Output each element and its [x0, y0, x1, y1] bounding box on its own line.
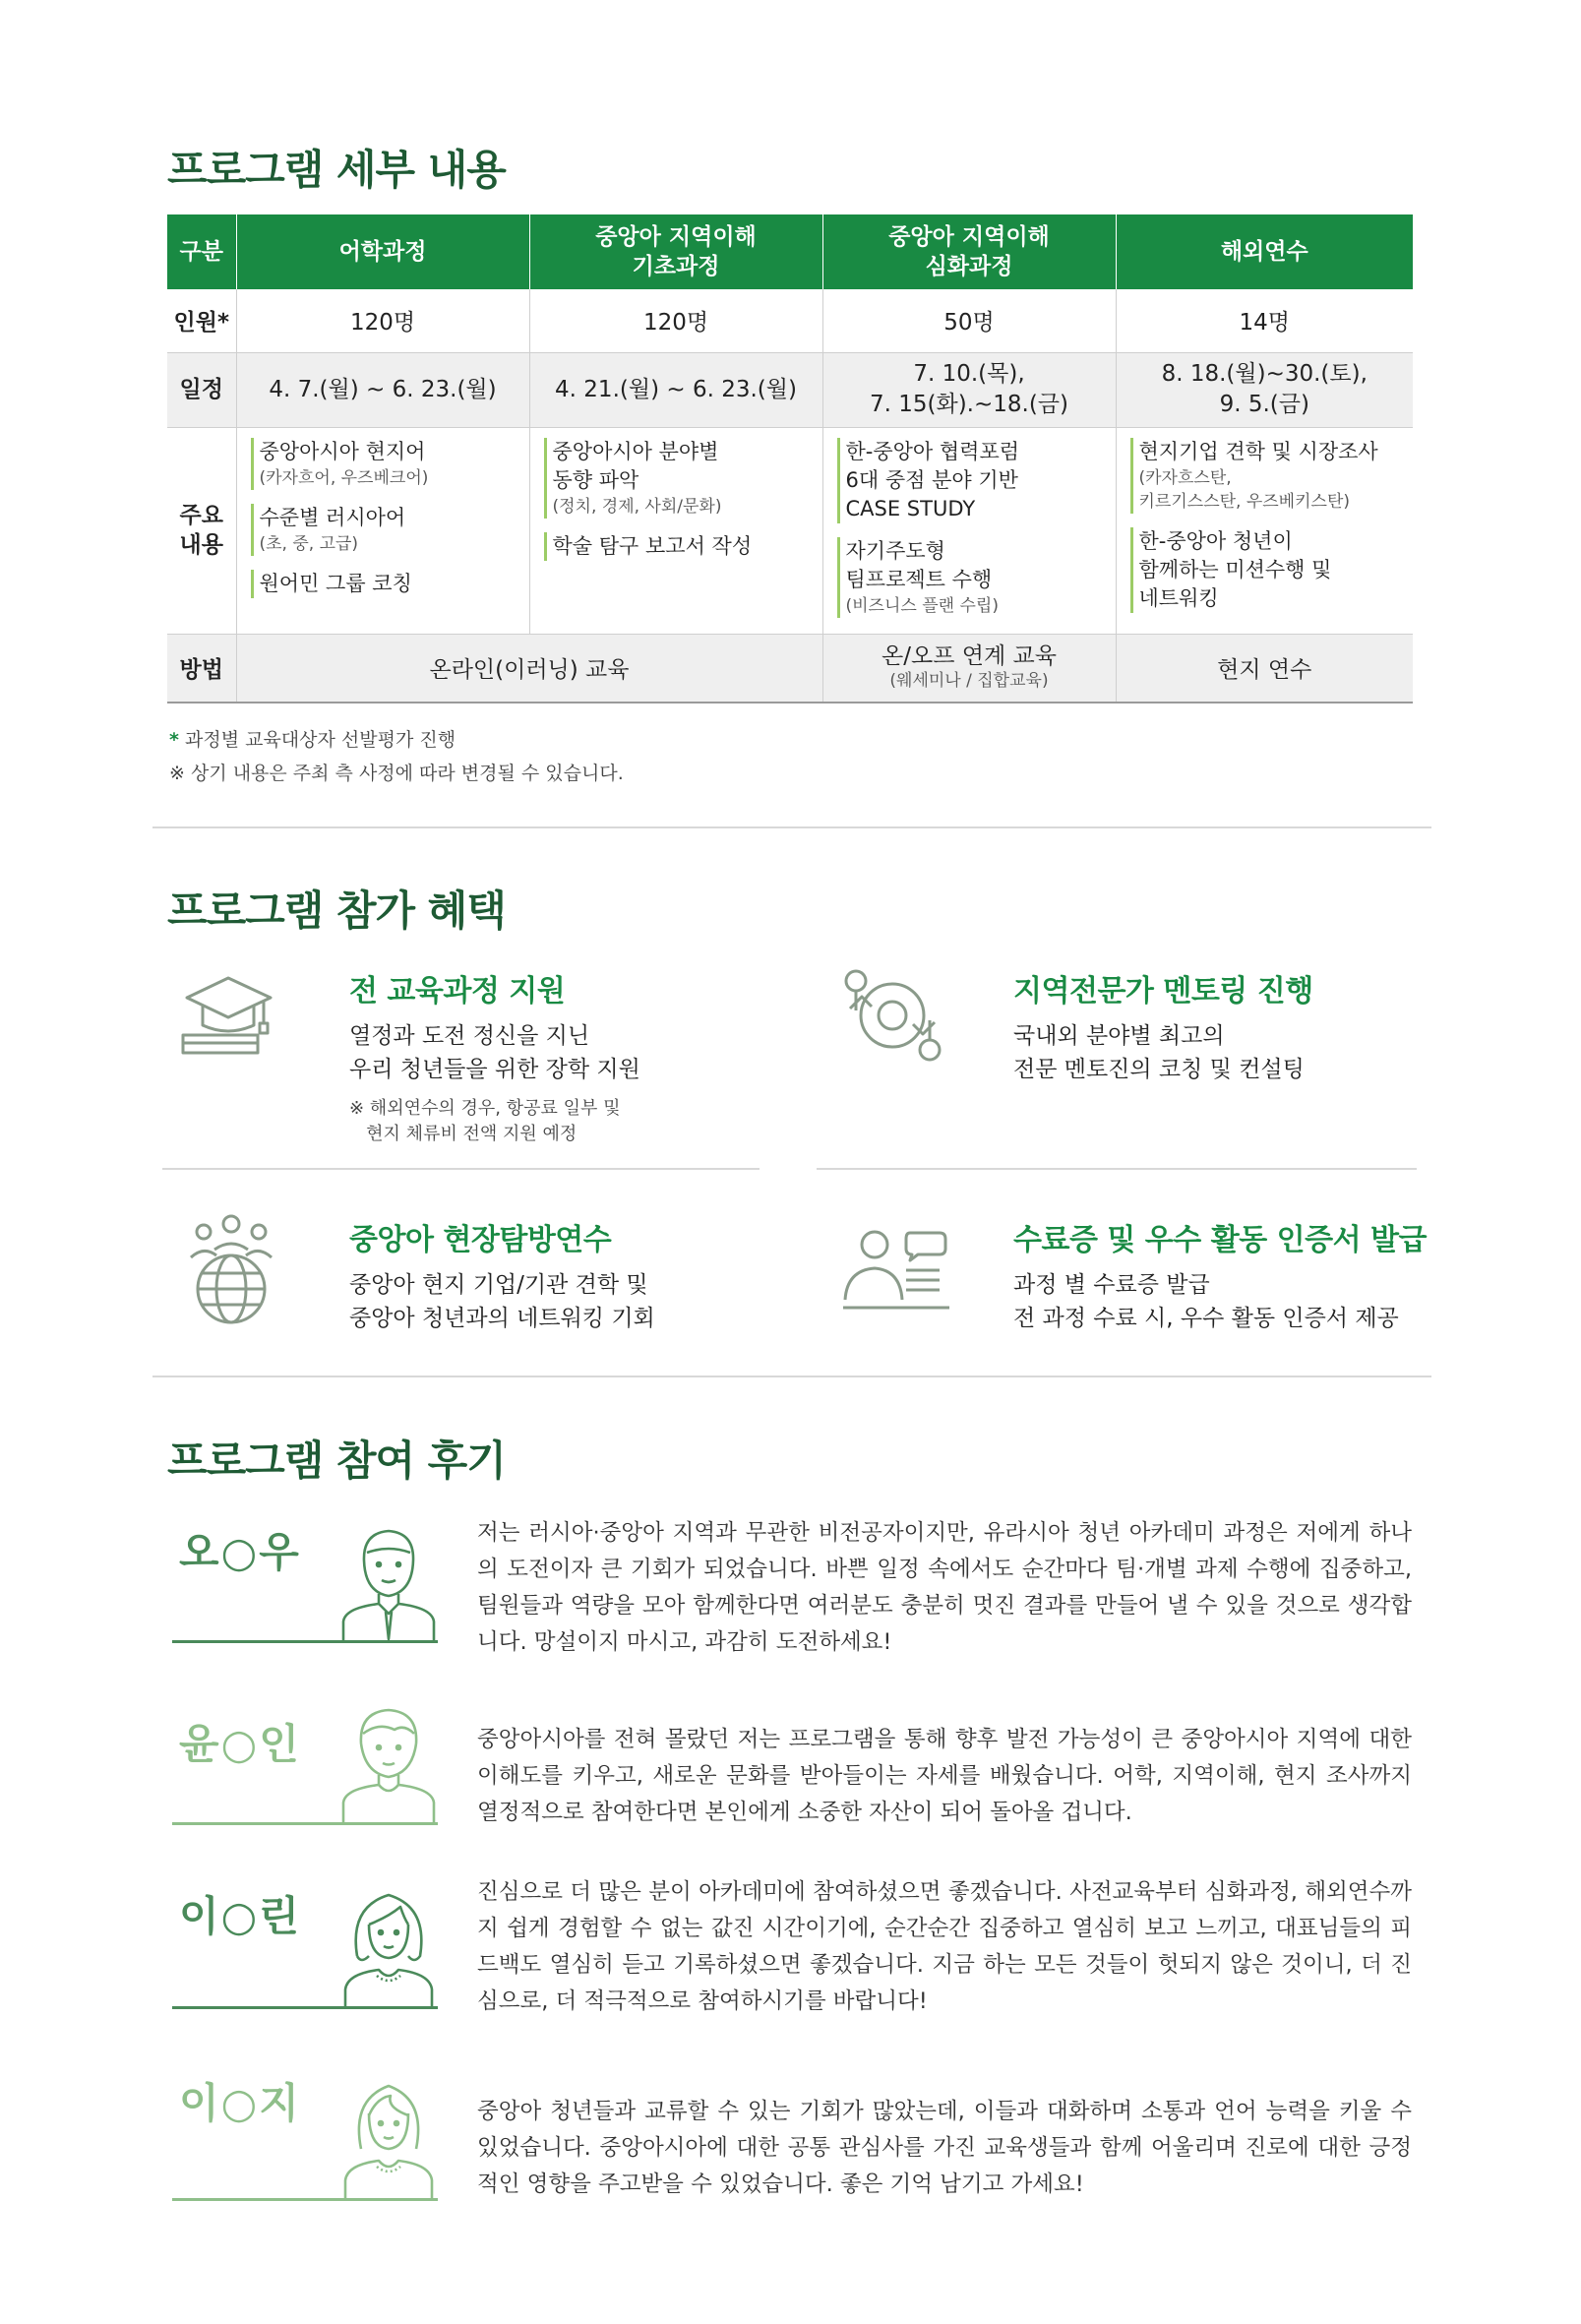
benefit-item-field-trip: [349, 1215, 655, 1335]
table-cell-overseas: [1116, 427, 1413, 634]
table-cell: 14명: [1116, 289, 1413, 352]
table-cell: 120명: [529, 289, 822, 352]
table-row-count: [167, 289, 1413, 352]
table-cell: 온라인(이러닝) 교육: [236, 634, 822, 703]
list-item: 중앙아시아 현지어 (카자흐어, 우즈베크어): [251, 438, 529, 490]
globe-people-icon: [187, 1212, 275, 1328]
row-label-count: 인원*: [167, 289, 236, 352]
benefit-title: 지역전문가 멘토링 진행: [1013, 974, 1313, 1009]
review-text: 중앙아 청년들과 교류할 수 있는 기회가 많았는데, 이들과 대화하며 소통과 언어 능력을 키울 수 있었습니다. 중앙아시아에 대한 공통 관심사를 가진 교육생들과 함께 어울리며 진로에 대한 긍정적인 영향을 주고받을 수 있었습니다. 좋은 기억 남기고 가세요!: [477, 2099, 1412, 2197]
table-cell-lang: [236, 427, 529, 634]
table-cell: 8. 18.(월)~30.(토), 9. 5.(금): [1116, 352, 1413, 427]
list-item: 학술 탐구 보고서 작성: [544, 532, 822, 561]
mentoring-cycle-icon: [836, 959, 949, 1072]
table-notes: [169, 723, 624, 790]
benefit-desc: 국내외 분야별 최고의 전문 멘토진의 코칭 및 컨설팅: [1013, 1023, 1305, 1082]
female-avatar-icon: [339, 2076, 438, 2200]
benefit-item-mentoring: [1013, 966, 1313, 1086]
benefit-desc: 과정 별 수료증 발급 전 과정 수료 시, 우수 활동 인증서 제공: [1013, 1272, 1399, 1331]
graduation-cap-icon: [177, 964, 280, 1063]
review-text: 저는 러시아·중앙아 지역과 무관한 비전공자이지만, 유라시아 청년 아카데미 과정은 저에게 하나의 도전이자 큰 기회가 되었습니다. 바쁜 일정 속에서도 순간마다 팀·개별 과제 수행에 집중하고, 팀원들과 역량을 모아 함께한다면 여러분도 충분히 멋진 결과를 만들어 낼 수 있을 것으로 생각합니다. 망설이지 마시고, 과감히 도전하세요!: [477, 1520, 1412, 1655]
benefit-note: ※ 해외연수의 경우, 항공료 일부 및 현지 체류비 전액 지원 예정: [349, 1098, 621, 1144]
header-basic: 중앙아 지역이해 기초과정: [529, 214, 822, 289]
divider: [817, 1168, 1417, 1170]
table-cell-basic: [529, 427, 822, 634]
section-title-reviews: 프로그램 참여 후기: [167, 1437, 506, 1485]
male-avatar-icon: [339, 1704, 438, 1824]
divider: [162, 1168, 760, 1170]
program-details-table: [167, 214, 1413, 703]
male-avatar-icon: [339, 1523, 438, 1643]
list-item: 현지기업 견학 및 시장조사 (카자흐스탄, 키르기스스탄, 우즈베키스탄): [1130, 438, 1414, 514]
benefit-desc: 중앙아 현지 기업/기관 견학 및 중앙아 청년과의 네트워킹 기회: [349, 1272, 655, 1331]
table-cell-advanced: [822, 427, 1116, 634]
list-item: 원어민 그룹 코칭: [251, 570, 529, 598]
review-text: 진심으로 더 많은 분이 아카데미에 참여하셨으면 좋겠습니다. 사전교육부터 심화과정, 해외연수까지 쉽게 경험할 수 없는 값진 시간이기에, 순간순간 집중하고 열심히 보고 느끼고, 대표님들의 피드백도 열심히 듣고 기록하셨으면 좋겠습니다. 지금 하는 모든 것들이 헛되지 않은 것이니, 더 진심으로, 더 적극적으로 참여하시기를 바랍니다!: [477, 1879, 1412, 2014]
table-cell: 4. 7.(월) ~ 6. 23.(월): [236, 352, 529, 427]
divider: [152, 826, 1431, 828]
review-text: 중앙아시아를 전혀 몰랐던 저는 프로그램을 통해 향후 발전 가능성이 큰 중앙아시아 지역에 대한 이해도를 키우고, 새로운 문화를 받아들이는 자세를 배웠습니다. 어학, 지역이해, 현지 조사까지 열정적으로 참여한다면 본인에게 소중한 자산이 되어 돌아올 겁니다.: [477, 1727, 1412, 1825]
note-change: ※ 상기 내용은 주최 측 사정에 따라 변경될 수 있습니다.: [169, 763, 624, 784]
section-title-benefits: 프로그램 참가 혜택: [167, 887, 506, 935]
benefit-desc: 열정과 도전 정신을 지닌 우리 청년들을 위한 장학 지원: [349, 1023, 640, 1082]
certificate-icon: [841, 1225, 954, 1314]
benefit-item-certificate: [1013, 1215, 1427, 1335]
header-advanced: 중앙아 지역이해 심화과정: [822, 214, 1116, 289]
table-cell: 온/오프 연계 교육 (웨세미나 / 집합교육): [822, 634, 1116, 703]
list-item: 한-중앙아 청년이 함께하는 미션수행 및 네트워킹: [1130, 527, 1414, 613]
row-label-main: 주요 내용: [167, 427, 236, 634]
benefit-item-scholarship: [349, 966, 640, 1147]
section-title-details: 프로그램 세부 내용: [167, 146, 506, 194]
table-cell: 120명: [236, 289, 529, 352]
list-item: 자기주도형 팀프로젝트 수행 (비즈니스 플랜 수립): [837, 537, 1116, 618]
benefit-title: 수료증 및 우수 활동 인증서 발급: [1013, 1223, 1427, 1257]
reviewer-name: 오○우: [179, 1528, 301, 1576]
header-overseas: 해외연수: [1116, 214, 1413, 289]
female-avatar-icon: [339, 1887, 438, 2009]
asterisk-icon: *: [169, 729, 179, 751]
benefit-title: 전 교육과정 지원: [349, 974, 566, 1009]
row-label-method: 방법: [167, 634, 236, 703]
reviewer-name: 이○린: [179, 1892, 301, 1940]
list-item: 중앙아시아 분야별 동향 파악 (정치, 경제, 사회/문화): [544, 438, 822, 519]
table-cell: 50명: [822, 289, 1116, 352]
benefit-title: 중앙아 현장탐방연수: [349, 1223, 612, 1257]
reviewer-name: 이○지: [179, 2079, 301, 2127]
table-cell: 현지 연수: [1116, 634, 1413, 703]
header-category: 구분: [167, 214, 236, 289]
table-row-main-content: [167, 427, 1413, 634]
table-row-schedule: [167, 352, 1413, 427]
table-row-method: [167, 634, 1413, 703]
note-selection: * 과정별 교육대상자 선발평가 진행: [169, 729, 456, 751]
table-cell: 7. 10.(목), 7. 15(화).~18.(금): [822, 352, 1116, 427]
row-label-schedule: 일정: [167, 352, 236, 427]
header-language: 어학과정: [236, 214, 529, 289]
table-cell: 4. 21.(월) ~ 6. 23.(월): [529, 352, 822, 427]
reviewer-name: 윤○인: [179, 1720, 301, 1768]
list-item: 수준별 러시아어 (초, 중, 고급): [251, 504, 529, 556]
list-item: 한-중앙아 협력포럼 6대 중점 분야 기반 CASE STUDY: [837, 438, 1116, 523]
table-header-row: [167, 214, 1413, 289]
divider: [152, 1376, 1431, 1377]
